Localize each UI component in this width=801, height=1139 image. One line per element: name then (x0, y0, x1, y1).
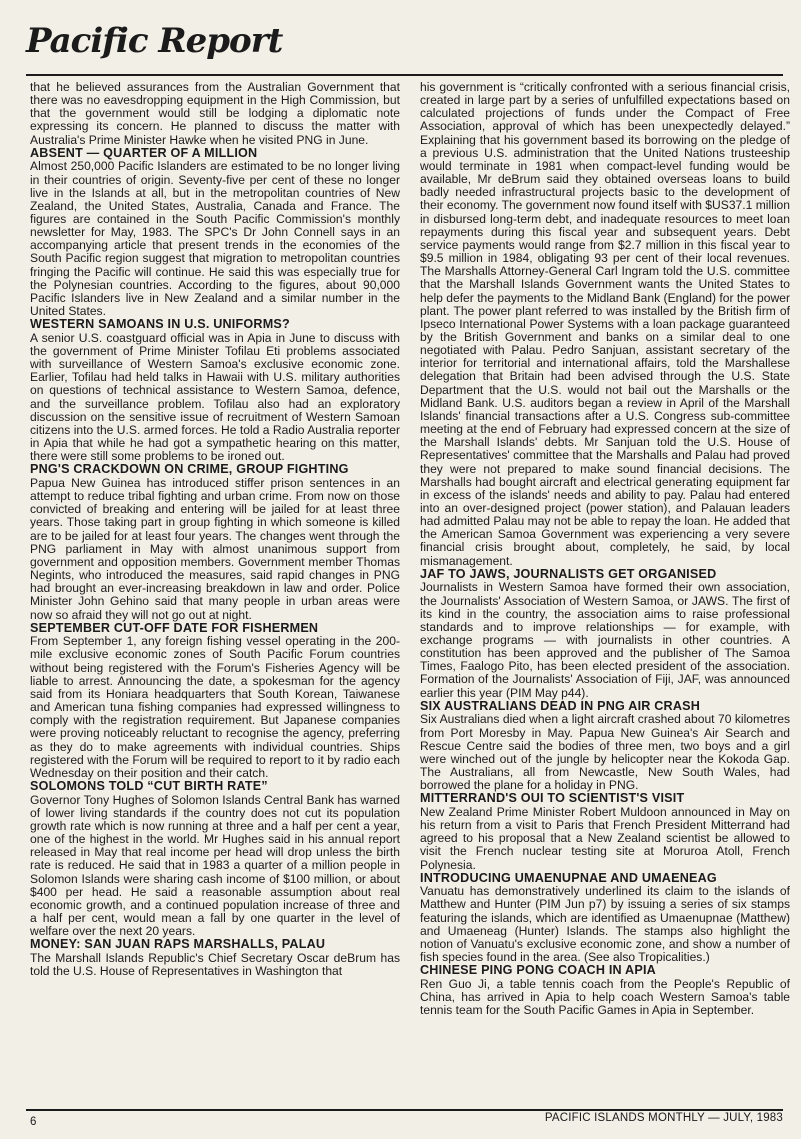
article-headline: MONEY: SAN JUAN RAPS MARSHALLS, PALAU (30, 937, 326, 952)
footer-rule (26, 1109, 783, 1111)
article-headline: ABSENT — QUARTER OF A MILLION (30, 145, 258, 160)
article-paragraph: Papua New Guinea has introduced stiffer prison sentences in an attempt to reduce tribal fighting and urban crime. From now on those convicted of breaking and entering will be jailed for at least three years. Those taking part in group fighting in which someone is killed are to be jailed for at least four years. The changes went through the PNG parliament in May with almost unanimous support from government and opposition members. Government member Thomas Negints, who introduced the measures, said rapid changes in PNG had brought an ever-increasing breakdown in law and order. Police Minister John Gehino said that many people in urban areas were now so afraid they will not go out at night. (30, 476, 400, 622)
article-headline: SIX AUSTRALIANS DEAD IN PNG AIR CRASH (420, 698, 701, 713)
article-paragraph: A senior U.S. coastguard official was in Apia in June to discuss with the government of Prime Minister Tofilau Eti problems associated with surveillance of Western Samoa's exclusive economic zone. Earlier, Tofilau had held talks in Hawaii with U.S. military authorities on questions of technical assistance to Western Samoa, defence, and the surveillance problem. Tofilau also had an exploratory discussion on the sensitive issue of recruitment of Western Samoan citizens into the U.S. armed forces. He told a Radio Australia reporter in Apia that while he had got a sympathetic hearing on this matter, there were still some problems to be ironed out. (30, 330, 400, 464)
article-paragraph: New Zealand Prime Minister Robert Muldoon announced in May on his return from a visit to Paris that French President Mitterrand had agreed to his proposal that a New Zealand scientist be allowed to visit the French nuclear testing site at Moruroa Atoll, French Polynesia. (420, 804, 790, 872)
article-paragraph: From September 1, any foreign fishing vessel operating in the 200-mile exclusive economic zones of South Pacific Forum countries without being registered with the Forum's Fisheries Agency will be liable to arrest. Announcing the date, a spokesman for the agency said from its Honiara headquarters that South Korean, Taiwanese and American tuna fishing companies had expressed willingness to comply with the registration requirement. But Japanese companies were proving noticeably reluctant to recognise the agency, preferring as they do to make agreements with individual countries. Ships registered with the Forum will be required to report to it by radio each Wednesday on their position and their catch. (30, 634, 400, 780)
article-headline: SEPTEMBER CUT-OFF DATE FOR FISHERMEN (30, 620, 319, 635)
article-paragraph: Almost 250,000 Pacific Islanders are estimated to be no longer living in their countries of origin. Seventy-five per cent of these no longer live in the Islands at all, but in the metropolitan countries of New Zealand, the United States, Australia, Canada and France. The figures are contained in the South Pacific Commission's monthly newsletter for May, 1983. The SPC's Dr John Connell says in an accompanying article that present trends in the economies of the South Pacific region suggest that migration to metropolitan countries fringing the Pacific will continue. He said this was especially true for the Polynesian countries. According to the figures, about 90,000 Pacific Islanders live in New Zealand and a similar number in the United States. (30, 159, 400, 319)
right-column (420, 81, 790, 1105)
article-paragraph: Vanuatu has demonstratively underlined its claim to the islands of Matthew and Hunter (PIM Jun p7) by issuing a series of six stamps featuring the islands, which are identified as Umaenupnae (Matthew) and Umaeneag (Hunter) Islands. The stamps also highlight the notion of Vanuatu's exclusive economic zone, and show a number of fish species found in the area. (See also Tropicalities.) (420, 884, 790, 965)
article-paragraph: Six Australians died when a light aircraft crashed about 70 kilometres from Port Moresby in May. Papua New Guinea's Air Search and Rescue Centre said the bodies of three men, two boys and a girl were winched out of the jungle by helicopter near the Kokoda Gap. The Australians, all from Newcastle, New South Wales, had borrowed the plane for a holiday in PNG. (420, 712, 790, 793)
article-headline: SOLOMONS TOLD “CUT BIRTH RATE” (30, 779, 268, 794)
article-headline: JAF TO JAWS, JOURNALISTS GET ORGANISED (420, 566, 717, 581)
article-headline: MITTERRAND'S OUI TO SCIENTIST'S VISIT (420, 791, 685, 806)
article-paragraph: Ren Guo Ji, a table tennis coach from the People's Republic of China, has arrived in Apia to help coach Western Samoa's table tennis team for the South Pacific Games in Apia in September. (420, 976, 790, 1018)
article-headline: INTRODUCING UMAENUPNAE AND UMAENEAG (420, 870, 717, 885)
article-paragraph: that he believed assurances from the Australian Government that there was no eavesdropping equipment in the High Commission, but that the government would still be lodging a diplomatic note expressing its concern. He planned to discuss the matter with Australia's Prime Minister Hawke when he visited PNG in June. (30, 81, 400, 147)
article-headline: WESTERN SAMOANS IN U.S. UNIFORMS? (30, 317, 290, 332)
article-headline: PNG'S CRACKDOWN ON CRIME, GROUP FIGHTING (30, 462, 349, 477)
magazine-issue: PACIFIC ISLANDS MONTHLY — JULY, 1983 (544, 1112, 783, 1124)
article-paragraph: his government is “critically confronted with a serious financial crisis, created in large part by a series of unfulfilled expectations based on calculated projections of funds under the Compact of Free Association, approval of which has been unexpectedly delayed.” Explaining that his government based its borrowing on the pledge of a previous U.S. administration that the United Nations trusteeship would terminate in 1981 when compact-level funding would be available, Mr deBrum said they obtained overseas loans to build badly needed infrastructural projects basic to the development of their economy. The government now found itself with $US37.1 million in disbursed long-term debt, and inadequate resources to meet loan repayments during this fiscal year and subsequent years. Debt service payments would range from $2.7 million in this fiscal year to $9.5 million in 1984, obligating 93 per cent of their local revenues. The Marshalls Attorney-General Carl Ingram told the U.S. committee that the Marshall Islands Government wants the United States to help defer the payments to the Midland Bank (England) for the power plant. The power plant referred to was installed by the British firm of Ipseco International Power Systems with a loan package guaranteed by the British Government and banks on a similar deal to one negotiated with Palau. Pedro Sanjuan, assistant secretary of the interior for territorial and international affairs, told the Marshallese delegation that Britain had been advised through the U.S. State Department that the U.S. would not bail out the Marshalls or the Midland Bank. U.S. auditors began a review in April of the Marshall Islands' financial transactions after a U.S. Congress sub-committee meeting at the end of February had expressed concern at the size of the Marshall Islands' debts. Mr Sanjuan told the U.S. House of Representatives' committee that the Marshalls and Palau had proved they were not prepared to make sound financial decisions. The Marshalls had bought aircraft and electrical generating equipment far in excess of the islands' needs and ability to pay. Palau had entered into an over-designed project (power station), and Palauan leaders had admitted Palau may not be able to repay the loan. He added that the American Samoa Government was experiencing a very severe financial crisis brought about, completely, he said, by local mismanagement. (420, 81, 790, 568)
article-headline: CHINESE PING PONG COACH IN APIA (420, 963, 656, 978)
article-paragraph: Journalists in Western Samoa have formed their own association, the Journalists' Association of Western Samoa, or JAWS. The first of its kind in the country, the association aims to raise professional standards and to improve relationships — for example, with exchange programs — with journalists in other countries. A constitution has been approved and the publisher of The Samoa Times, Faalogo Pito, has been elected president of the association. Formation of the Journalists' Association of Fiji, JAF, was announced earlier this year (PIM May p44). (420, 580, 790, 700)
page-number: 6 (30, 1116, 37, 1128)
header-rule (26, 74, 783, 76)
article-paragraph: The Marshall Islands Republic's Chief Secretary Oscar deBrum has told the U.S. House of Representatives in Washington that (30, 950, 400, 979)
masthead-logo: Pacific Report (26, 21, 283, 61)
left-column (30, 81, 400, 1105)
article-paragraph: Governor Tony Hughes of Solomon Islands Central Bank has warned of lower living standards if the country does not cut its population growth rate which is now running at three and a half per cent a year, one of the highest in the world. Mr Hughes said in his annual report released in May that real income per head will drop unless the birth rate is reduced. He said that in 1983 a quarter of a million people in Solomon Islands were sharing cash income of $100 million, or about $400 per head. He said a reasonable assumption about real economic growth, and a continued population increase of three and a half per cent, would mean a fall by one quarter in the level of welfare over the next 20 years. (30, 792, 400, 939)
